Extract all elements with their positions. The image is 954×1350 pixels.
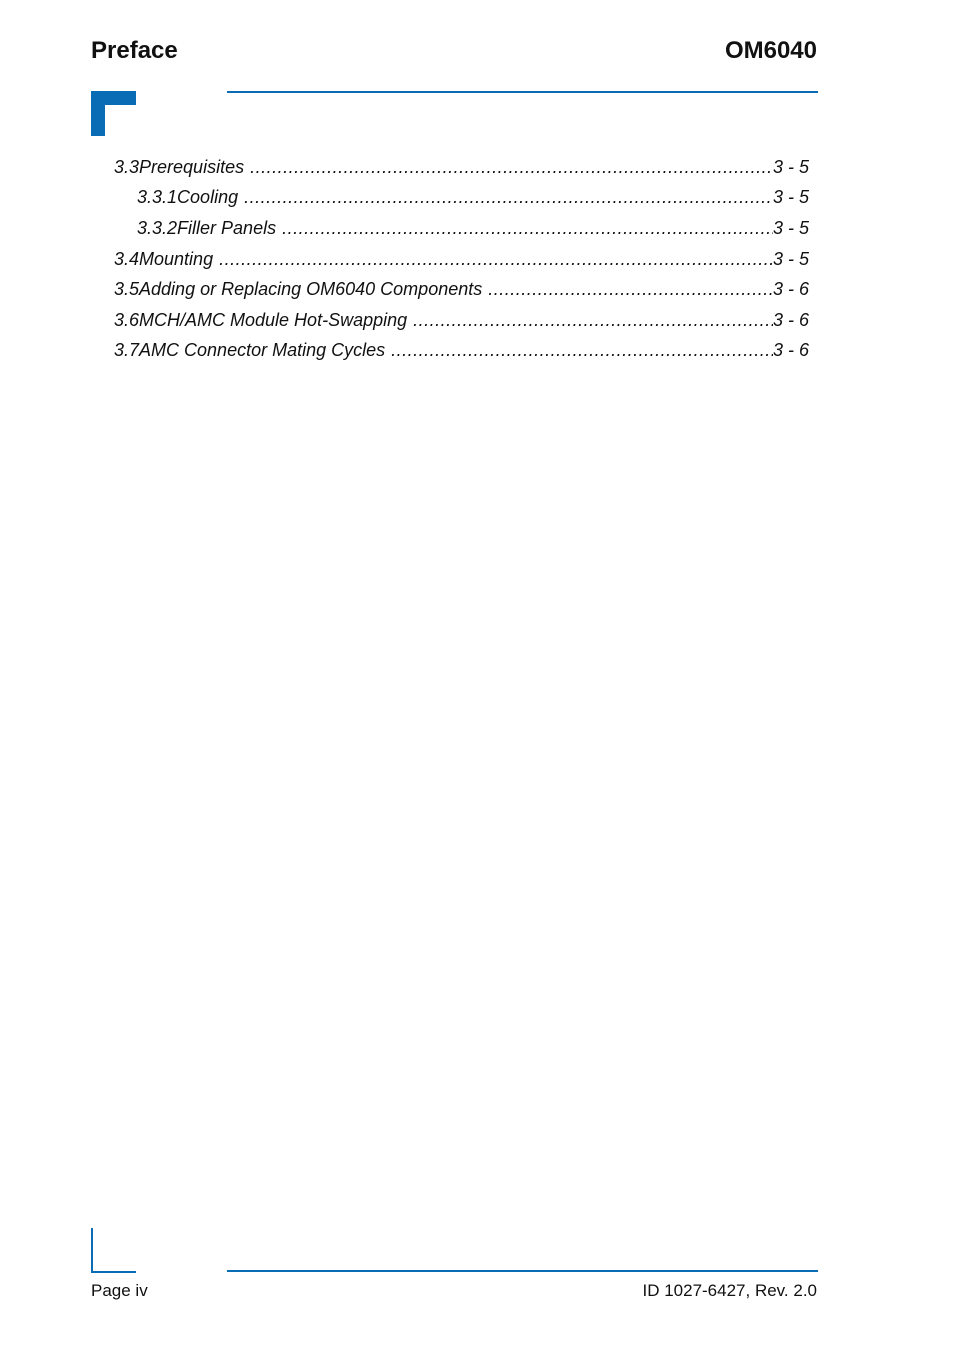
toc-entry-title: Filler Panels xyxy=(177,217,277,238)
corner-mark-bottom xyxy=(91,1228,136,1273)
toc-entry-number: 3.3.2 xyxy=(137,217,178,238)
toc-leader-dots xyxy=(488,279,773,300)
toc-entry-title: Prerequisites xyxy=(139,156,245,177)
toc-entry[interactable] xyxy=(114,213,809,244)
toc-entry-page: 3 - 6 xyxy=(772,309,809,330)
toc-leader-dots xyxy=(391,340,773,361)
toc-entry-title: MCH/AMC Module Hot-Swapping xyxy=(139,309,408,330)
corner-mark-top-vertical xyxy=(91,91,105,136)
toc-entry-number: 3.5 xyxy=(114,279,140,300)
corner-mark-bottom-horizontal xyxy=(91,1271,136,1273)
toc-entry[interactable] xyxy=(114,244,809,275)
footer-page-number: Page iv xyxy=(91,1281,148,1300)
toc-entry-title: Adding or Replacing OM6040 Components xyxy=(139,279,483,300)
header-rule xyxy=(227,91,818,93)
table-of-contents xyxy=(114,152,809,366)
toc-leader-dots xyxy=(219,249,773,270)
toc-entry-title: Cooling xyxy=(177,187,239,208)
toc-entry-page: 3 - 6 xyxy=(772,340,809,361)
toc-entry[interactable] xyxy=(114,152,809,183)
toc-entry-page: 3 - 5 xyxy=(772,248,809,269)
footer-rule xyxy=(227,1270,818,1272)
toc-leader-dots xyxy=(244,187,773,208)
toc-entry-number: 3.6 xyxy=(114,309,140,330)
toc-entry-number: 3.3.1 xyxy=(137,187,178,208)
corner-mark-top xyxy=(91,91,136,136)
header-product-name: OM6040 xyxy=(724,37,817,64)
toc-entry-number: 3.4 xyxy=(114,248,140,269)
header-section-title: Preface xyxy=(91,37,178,64)
toc-entry[interactable] xyxy=(114,274,809,305)
toc-entry-number: 3.7 xyxy=(114,340,140,361)
toc-entry-title: AMC Connector Mating Cycles xyxy=(139,340,386,361)
toc-entry-page: 3 - 5 xyxy=(772,156,809,177)
corner-mark-bottom-vertical xyxy=(91,1228,93,1273)
toc-entry-page: 3 - 6 xyxy=(772,279,809,300)
footer-document-id: ID 1027-6427, Rev. 2.0 xyxy=(642,1281,817,1300)
toc-leader-dots xyxy=(282,218,773,239)
toc-entry[interactable] xyxy=(114,336,809,367)
toc-entry-page: 3 - 5 xyxy=(772,217,809,238)
toc-entry-page: 3 - 5 xyxy=(772,187,809,208)
toc-leader-dots xyxy=(250,157,773,178)
toc-entry[interactable] xyxy=(114,183,809,214)
toc-entry-number: 3.3 xyxy=(114,156,140,177)
toc-entry[interactable] xyxy=(114,305,809,336)
toc-entry-title: Mounting xyxy=(139,248,214,269)
toc-leader-dots xyxy=(413,310,773,331)
